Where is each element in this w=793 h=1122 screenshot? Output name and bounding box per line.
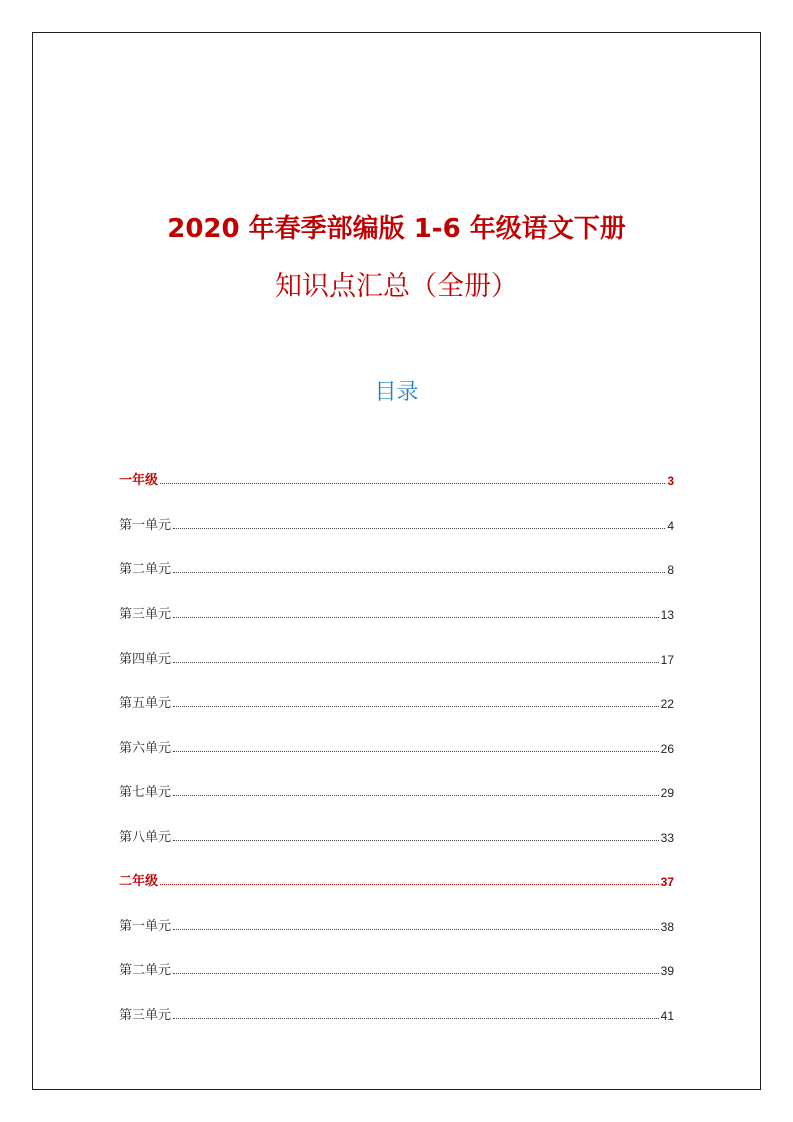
toc-entry-page: 17 bbox=[660, 653, 674, 667]
toc-dot-leader bbox=[173, 617, 659, 618]
toc-dot-leader bbox=[173, 528, 665, 529]
toc-entry-label: 第六单元 bbox=[119, 741, 172, 756]
toc-entry[interactable] bbox=[119, 1001, 674, 1023]
toc-entry[interactable] bbox=[119, 645, 674, 667]
toc-dot-leader bbox=[173, 706, 659, 707]
toc-entry-label: 第八单元 bbox=[119, 830, 172, 845]
toc-entry-label: 第三单元 bbox=[119, 1008, 172, 1023]
toc-dot-leader bbox=[160, 483, 665, 484]
toc-entry-label: 第二单元 bbox=[119, 562, 172, 577]
toc-entry[interactable] bbox=[119, 466, 674, 488]
toc-entry-page: 38 bbox=[660, 920, 674, 934]
toc-entry-page: 13 bbox=[660, 608, 674, 622]
toc-entry-label: 一年级 bbox=[119, 473, 159, 488]
toc-entry-label: 第二单元 bbox=[119, 963, 172, 978]
toc-entry[interactable] bbox=[119, 867, 674, 889]
toc-entry[interactable] bbox=[119, 555, 674, 577]
toc-dot-leader bbox=[173, 795, 659, 796]
toc-entry[interactable] bbox=[119, 600, 674, 622]
toc-entry-label: 第一单元 bbox=[119, 919, 172, 934]
toc-entry[interactable] bbox=[119, 823, 674, 845]
toc-entry-page: 37 bbox=[660, 875, 674, 889]
toc-entry-page: 3 bbox=[667, 474, 674, 488]
toc-entry-page: 41 bbox=[660, 1009, 674, 1023]
toc-dot-leader bbox=[173, 929, 659, 930]
toc-entry-page: 8 bbox=[667, 563, 674, 577]
toc-entry-label: 第三单元 bbox=[119, 607, 172, 622]
toc-dot-leader bbox=[173, 840, 659, 841]
toc-entry-page: 22 bbox=[660, 697, 674, 711]
toc-entry[interactable] bbox=[119, 778, 674, 800]
toc-heading: 目录 bbox=[374, 380, 419, 405]
toc-entry-page: 33 bbox=[660, 831, 674, 845]
toc-entry-page: 4 bbox=[667, 519, 674, 533]
toc-entry-label: 第五单元 bbox=[119, 696, 172, 711]
toc-entry-label: 二年级 bbox=[119, 874, 159, 889]
document-title-line1: 2020 年春季部编版 1-6 年级语文下册 bbox=[167, 214, 626, 244]
toc-entry-page: 29 bbox=[660, 786, 674, 800]
toc-dot-leader bbox=[173, 1018, 659, 1019]
toc-entry[interactable] bbox=[119, 956, 674, 978]
toc-dot-leader bbox=[173, 572, 665, 573]
toc-entry[interactable] bbox=[119, 912, 674, 934]
toc-entry-page: 39 bbox=[660, 964, 674, 978]
toc-dot-leader bbox=[173, 751, 659, 752]
toc-entry[interactable] bbox=[119, 734, 674, 756]
toc-entry-label: 第七单元 bbox=[119, 785, 172, 800]
toc-dot-leader bbox=[173, 662, 659, 663]
toc-dot-leader bbox=[173, 973, 659, 974]
toc-entry-label: 第四单元 bbox=[119, 652, 172, 667]
toc-dot-leader bbox=[160, 884, 659, 885]
document-title-line2: 知识点汇总（全册） bbox=[275, 271, 518, 302]
toc-entry[interactable] bbox=[119, 511, 674, 533]
toc-entry[interactable] bbox=[119, 689, 674, 711]
toc-entry-page: 26 bbox=[660, 742, 674, 756]
toc-entry-label: 第一单元 bbox=[119, 518, 172, 533]
